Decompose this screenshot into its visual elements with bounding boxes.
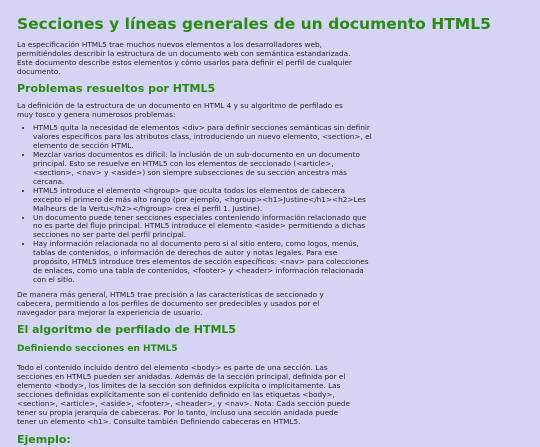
problems-intro-paragraph: La definición de la estructura de un documento en HTML 4 y su algoritmo de perfilado es muy tosco y genera numerosos problemas:: [17, 100, 343, 119]
list-item: • Mezclar varios documentos es difícil: la inclusión de un sub-documento en un documento principal. Esto se resuelve en HTML5 con los elementos de seccionado (<article>, <section>, <nav> y <aside>) son siempre subsecciones de su sección ancestra más cercana.: [33, 151, 372, 187]
general-paragraph: De manera más general, HTML5 trae precisión a las características de seccionado y cabecera, permitiendo a los perfiles de documento ser predecibles y usados por el navegador para mejorar la experiencia de usuario.: [17, 289, 324, 317]
list-item: • HTML5 introduce el elemento <hgroup> que oculta todos los elementos de cabecera excepto el primero de más alto rango (por ejemplo, <hgroup><h1>Justine</h1><h2>Les Malheurs de la Vertu</h2></hgroup> crea el perfil 1. Justine).: [33, 187, 372, 214]
problems-heading: Problemas resueltos por HTML5: [17, 81, 216, 95]
list-item: • HTML5 quita la necesidad de elementos <div> para definir secciones semánticas sin definir valores específicos para los atributos class, introduciendo un nuevo elemento, <section>, el elemento de sección HTML.: [33, 124, 372, 151]
intro-paragraph: La especificación HTML5 trae muchos nuevos elementos a los desarrolladores web, permitiéndoles describir la estructura de un documento web con semántica estandarizada. Este documento describe estos elementos y cómo usarlos para definir el perfil de cualquier documento.: [17, 40, 352, 76]
example-heading: Ejemplo:: [17, 432, 71, 446]
defining-sections-paragraph: Todo el contenido incluido dentro del elemento <body> es parte de una sección. Las secciones en HTML5 pueden ser anidadas. Además de la sección principal, definida por el elemento <body>, los límites de la sección son definidos explícita o implícitamente. Las secciones definidas explícitamente son el contenido definido en las etiquetas <body>, <section>, <article>, <aside>, <footer>, <header>, y <nav>. Nota: Cada sección puede tener su propia jerarquía de cabeceras. Por lo tanto, incluso una sección anidada puede tener un elemento <h1>. Consulte también Definiendo cabeceras en HTML5.: [17, 363, 351, 426]
algorithm-heading: El algoritmo de perfilado de HTML5: [17, 323, 237, 337]
list-item: • Un documento puede tener secciones especiales conteniendo información relacionado que no es parte del flujo principal. HTML5 introduce el elemento <aside> permitiendo a dichas secciones no ser parte del perfil principal.: [33, 214, 372, 241]
list-item: • Hay información relacionada no al documento pero si al sitio entero, como logos, menús, tablas de contenidos, o información de derechos de autor y notas legales. Para ese propósito, HTML5 introduce tres elementos de sección específicos: <nav> para colecciones de enlaces, como una tabla de contenidos, <footer> y <header> información relacionada con el sitio.: [33, 240, 372, 285]
problems-list: [17, 124, 523, 284]
defining-sections-heading: Definiendo secciones en HTML5: [17, 344, 178, 355]
page-title: Secciones y líneas generales de un documento HTML5: [17, 15, 491, 33]
